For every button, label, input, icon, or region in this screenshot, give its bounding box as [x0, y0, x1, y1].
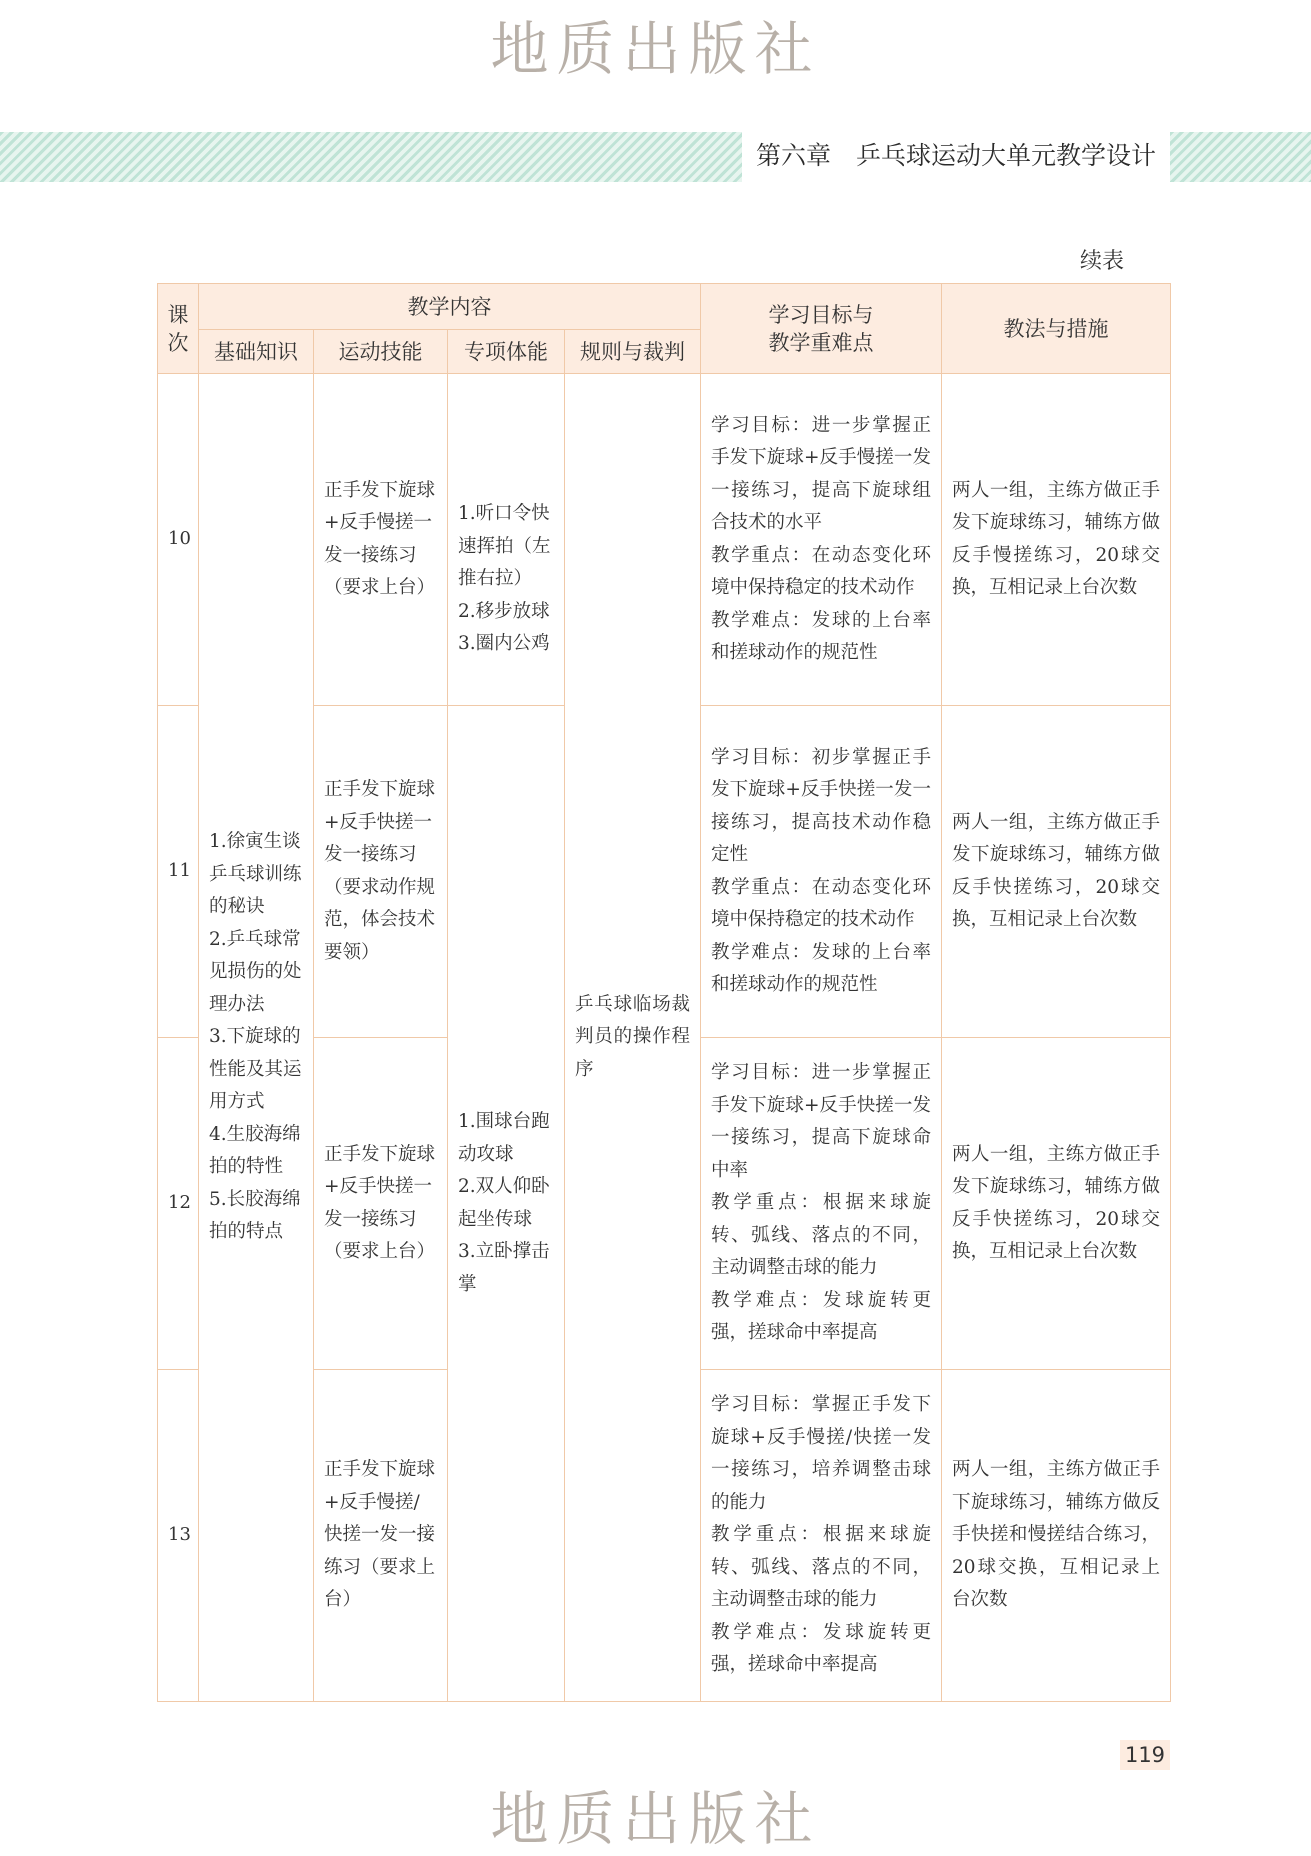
objectives-cell: 学习目标：初步掌握正手发下旋球+反手快搓一发一接练习，提高技术动作稳定性 教学重点：在动态变化环境中保持稳定的技术动作 教学难点：发球的上台率和搓球动作的规范性: [701, 706, 942, 1038]
header-stripe-left: [0, 132, 742, 182]
special-fitness-cell: 1.听口令快速挥拍（左推右拉） 2.移步放球 3.圈内公鸡: [448, 374, 565, 706]
motor-skills-cell: 正手发下旋球+反手慢搓一发一接练习（要求上台）: [314, 374, 448, 706]
header-objectives: 学习目标与 教学重难点: [701, 284, 942, 374]
lesson-number: 10: [158, 374, 199, 706]
objectives-cell: 学习目标：进一步掌握正手发下旋球+反手快搓一发一接练习，提高下旋球命中率 教学重点：根据来球旋转、弧线、落点的不同，主动调整击球的能力 教学难点：发球旋转更强，搓球命中率提高: [701, 1038, 942, 1370]
lesson-number: 12: [158, 1038, 199, 1370]
header-methods: 教法与措施: [942, 284, 1171, 374]
header-basic-knowledge: 基础知识: [199, 330, 314, 374]
header-rules-refereeing: 规则与裁判: [565, 330, 701, 374]
chapter-title: 第六章 乒乓球运动大单元教学设计: [752, 136, 1166, 176]
watermark-top: 地质出版社: [490, 15, 821, 83]
methods-cell: 两人一组，主练方做正手发下旋球练习，辅练方做反手快搓练习，20球交换，互相记录上台次数: [942, 706, 1171, 1038]
continued-label: 续表: [1080, 249, 1125, 274]
objectives-cell: 学习目标：进一步掌握正手发下旋球+反手慢搓一发一接练习，提高下旋球组合技术的水平 教学重点：在动态变化环境中保持稳定的技术动作 教学难点：发球的上台率和搓球动作的规范性: [701, 374, 942, 706]
table-row: [158, 374, 1171, 706]
basic-knowledge-cell: 1.徐寅生谈乒乓球训练的秘诀 2.乒乓球常见损伤的处理办法 3.下旋球的性能及其运用方式 4.生胶海绵拍的特性 5.长胶海绵拍的特点: [199, 374, 314, 1702]
watermark-bottom: 地质出版社: [490, 1785, 821, 1853]
methods-cell: 两人一组，主练方做正手下旋球练习，辅练方做反手快搓和慢搓结合练习，20球交换，互相记录上台次数: [942, 1370, 1171, 1702]
motor-skills-cell: 正手发下旋球+反手快搓一发一接练习（要求上台）: [314, 1038, 448, 1370]
methods-cell: 两人一组，主练方做正手发下旋球练习，辅练方做反手快搓练习，20球交换，互相记录上台次数: [942, 1038, 1171, 1370]
lesson-number: 11: [158, 706, 199, 1038]
header-stripe-right: [1170, 132, 1311, 182]
objectives-cell: 学习目标：掌握正手发下旋球+反手慢搓/快搓一发一接练习，培养调整击球的能力 教学重点：根据来球旋转、弧线、落点的不同，主动调整击球的能力 教学难点：发球旋转更强，搓球命中率提高: [701, 1370, 942, 1702]
header-special-fitness: 专项体能: [448, 330, 565, 374]
page-number: 119: [1120, 1740, 1170, 1770]
methods-cell: 两人一组，主练方做正手发下旋球练习，辅练方做反手慢搓练习，20球交换，互相记录上台次数: [942, 374, 1171, 706]
lesson-plan-table: [157, 283, 1171, 1702]
header-teaching-content: 教学内容: [199, 284, 701, 330]
motor-skills-cell: 正手发下旋球+反手慢搓/快搓一发一接练习（要求上台）: [314, 1370, 448, 1702]
rules-refereeing-cell: 乒乓球临场裁判员的操作程序: [565, 374, 701, 1702]
header-lesson: 课 次: [158, 284, 199, 374]
motor-skills-cell: 正手发下旋球+反手快搓一发一接练习（要求动作规范，体会技术要领）: [314, 706, 448, 1038]
special-fitness-cell: 1.围球台跑动攻球 2.双人仰卧起坐传球 3.立卧撑击掌: [448, 706, 565, 1702]
lesson-number: 13: [158, 1370, 199, 1702]
header-motor-skills: 运动技能: [314, 330, 448, 374]
